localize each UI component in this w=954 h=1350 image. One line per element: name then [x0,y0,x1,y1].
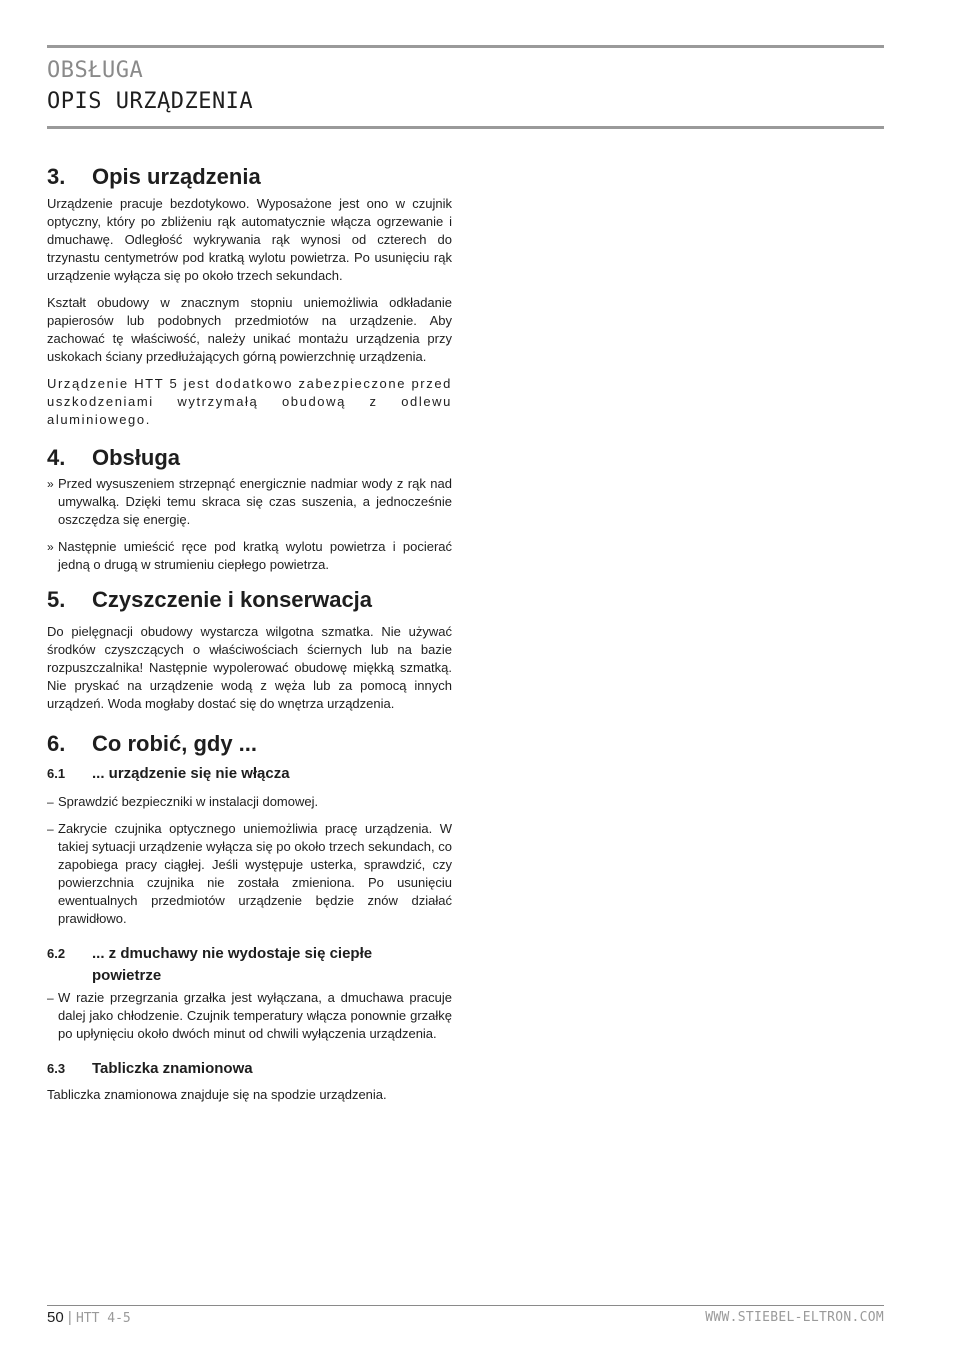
section-title: Czyszczenie i konserwacja [92,587,373,612]
section-title: Co robić, gdy ... [92,731,258,756]
paragraph: Do pielęgnacji obudowy wystarcza wilgotna szmatka. Nie używać środków czyszczących o właściwościach ściernych lub na bazie rozpuszczalnika! Następnie wypolerować obudowę miękką szmatką. Nie pryskać na urządzenie wodą z węża lub za pomocą innych urządzeń. Woda mogłaby dostać się do wnętrza urządzenia. [47,624,452,711]
dash-marker: – [47,991,54,1005]
footer-rule [47,1305,884,1306]
list-item [47,475,452,529]
header-bottom-rule [47,126,884,129]
footer-separator: | [67,1309,72,1326]
subsection-number: 6.3 [47,1061,66,1076]
paragraph: Urządzenie pracuje bezdotykowo. Wyposażone jest ono w czujnik optyczny, który po zbliżeniu rąk automatycznie włącza ogrzewanie i dmuchawę. Odległość wykrywania rąk wynosi od czterech do trzynastu centymetrów pod kratką wylotu powietrza. Po usunięciu rąk urządzenie wyłącza się po około trzech sekundach. [47,196,452,283]
section-3-heading [47,162,452,192]
subsection-6-2-heading [47,943,452,987]
subsection-number: 6.2 [47,946,66,961]
subsection-title: ... urządzenie się nie włącza [92,765,290,782]
section-number: 5. [47,587,66,612]
dash-marker: – [47,795,54,809]
list-item [47,820,452,928]
subsection-title: Tabliczka znamionowa [92,1060,253,1077]
list-item-text: W razie przegrzania grzałka jest wyłączana, a dmuchawa pracuje dalej jako chłodzenie. Czujnik temperatury włącza ponownie grzałkę po upłynięciu około dwóch minut od chwili wyłączenia urządzenia. [58,990,452,1041]
section-title: Opis urządzenia [92,164,261,189]
section-5-heading [47,585,452,615]
subsection-title: ... z dmuchawy nie wydostaje się ciepłe powietrze [92,945,373,984]
section-4-heading [47,443,452,473]
list-item [47,989,452,1043]
paragraph: Kształt obudowy w znacznym stopniu uniemożliwia odkładanie papierosów lub podobnych przedmiotów na urządzenie. Aby zachować tę właściwość, należy unikać montażu urządzenia przy uskokach ściany przedłużających górną powierzchnię urządzenia. [47,295,452,364]
header-title: OPIS URZĄDZENIA [47,89,254,114]
header-category: OBSŁUGA [47,58,144,83]
content-column [47,162,452,1104]
model-name: HTT 4-5 [75,1311,131,1326]
header-top-rule [47,45,884,48]
page-number: 50 [47,1309,64,1326]
section-number: 3. [47,164,66,189]
footer-website: WWW.STIEBEL-ELTRON.COM [705,1310,884,1325]
list-item-text: Zakrycie czujnika optycznego uniemożliwia pracę urządzenia. W takiej sytuacji urządzenie wyłącza się po około trzech sekundach, co zapobiega pracy ciągłej. Jeśli występuje usterka, sprawdzić, czy powierzchnia czujnika nie została zmieniona. Po usunięciu ewentualnych przedmiotów urządzenie będzie znów działać prawidłowo. [58,821,452,926]
list-item-text: Następnie umieścić ręce pod kratką wylotu powietrza i pocierać jedną o drugą w strumieniu ciepłego powietrza. [58,539,452,572]
subsection-6-1-heading [47,763,452,785]
bullet-marker: » [47,540,54,554]
section-number: 6. [47,731,66,756]
footer-page-info [47,1309,131,1326]
section-6-heading [47,729,452,759]
section-title: Obsługa [92,445,181,470]
section-number: 4. [47,445,66,470]
list-item [47,538,452,574]
list-item [47,793,452,811]
paragraph: Tabliczka znamionowa znajduje się na spodzie urządzenia. [47,1087,387,1102]
bullet-marker: » [47,477,54,491]
list-item-text: Przed wysuszeniem strzepnąć energicznie nadmiar wody z rąk nad umywalką. Dzięki temu skraca się czas suszenia, a jednocześnie oszczędza się energię. [58,476,452,527]
paragraph: Urządzenie HTT 5 jest dodatkowo zabezpieczone przed uszkodzeniami wytrzymałą obudową z odlewu aluminiowego. [47,376,452,427]
subsection-6-3-heading [47,1058,452,1080]
list-item-text: Sprawdzić bezpieczniki w instalacji domowej. [58,794,319,809]
subsection-number: 6.1 [47,766,66,781]
dash-marker: – [47,822,54,836]
